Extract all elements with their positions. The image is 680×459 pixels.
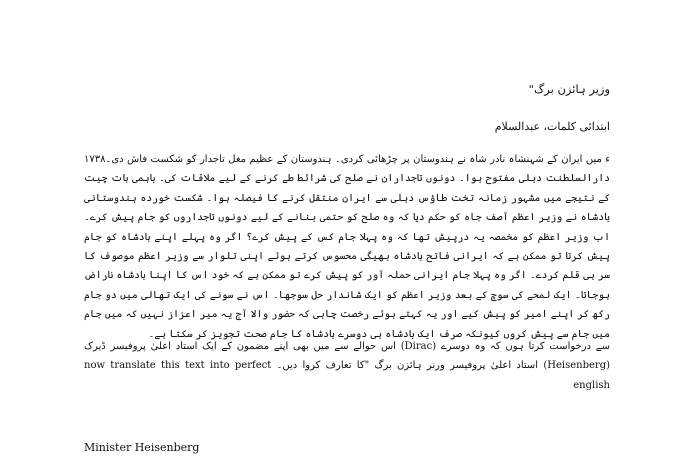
opening-line: ابتدائی کلمات، عبدالسلام bbox=[494, 120, 610, 133]
signature: Minister Heisenberg bbox=[84, 441, 200, 454]
request-urdu-text: سے درخواست کرتا ہوں کہ وہ دوسرے (Dirac) اس حوالے سے میں بھی اپنے مضمون کے ایک استاد اعلیٰ پروفیسر ڈیرک (Heisenberg) استاد اعلیٰ پروفیسر ورنر ہائزن برگ "کا تعارف کروا دیں۔ bbox=[84, 341, 610, 372]
document-title: وزیر ہائزن برگ" bbox=[528, 82, 610, 96]
request-paragraph bbox=[84, 337, 610, 395]
request-english-text: now translate this text into perfect english bbox=[84, 360, 610, 391]
body-paragraph: ء میں ایران کے شہنشاہ نادر شاہ نے ہندوستان پر چڑھائی کردی۔ ہندوستان کے عظیم مغل تاجدار کو شکست فاش دی۔۱۷۳۸ دارالسلطنت دہلی مفتوح ہوا۔ دونوں تاجداران نے صلح کی شرائط طے کرنے کے لیے ملاقات کی۔ باہمی بات چیت کے نتیجے میں مشہور زمانہ تخت طاؤس دہلی سے ایران منتقل کرنے کا فیصلہ ہوا۔ شکست خوردہ ہندوستانی بادشاہ نے وزیر اعظم آصف جاہ کو حکم دیا کہ وہ صلح کو حتمی بنانے کے لیے دونوں تاجداروں کو جام پیش کرے۔ اب وزیر اعظم کو مخمصہ یہ درپیش تھا کہ وہ پہلا جام کس کے پیش کرے؟ اگر وہ پہلے اپنے بادشاہ کو جام پیش کرتا تو ممکن ہے کہ ایرانی فاتح بادشاہ بھیگی محسوس کرتے ہوئے اپنی تلوار سے وزیر اعظم موصوف کا سر ہی قلم کردے۔ اگر وہ پہلا جام ایرانی حملہ آور کو پیش کرے تو ممکن ہے کہ خود اس کا اپنا بادشاہ ناراض ہوجاتا۔ ایک لمحے کی سوچ کے بعد وزیر اعظم کو ایک شاندار حل سوجھا۔ اس نے سونے کی ایک تھالی میں دو جام رکھ کر اپنے امیر کو پیش کیے اور یہ کہتے ہوئے رخصت چاہی کہ حضور والا آج یہ میر اعزاز نہیں کہ میں جام میں جام سے پیش کروں کیونکہ صرف ایک بادشاہ ہی دوسرے بادشاہ کا جام صحت تجویز کر سکتا ہے۔ bbox=[84, 154, 610, 340]
